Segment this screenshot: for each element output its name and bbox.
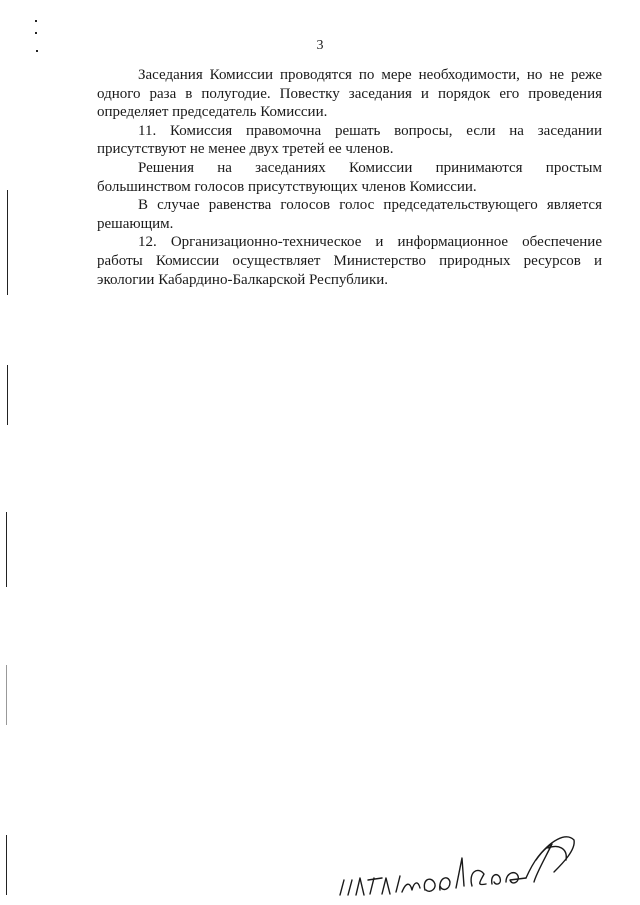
scan-artifact-line-2 xyxy=(7,365,8,425)
paragraph-decisions: Решения на заседаниях Комиссии принимаются простым большинством голосов присутствующих членов Комиссии. xyxy=(97,159,602,195)
page-number: 3 xyxy=(316,38,324,53)
scan-artifact-line-5 xyxy=(6,835,7,895)
paragraph-support: 12. Организационно-техническое и информационное обеспечение работы Комиссии осуществляет Министерство природных ресурсов и экологии Кабардино-Балкарской Республики. xyxy=(97,234,602,288)
handwritten-signature xyxy=(330,820,630,905)
scan-artifact-line-4 xyxy=(6,665,7,725)
paragraph-tie-vote: В случае равенства голосов голос председательствующего является решающим. xyxy=(97,197,602,232)
paragraph-meetings: Заседания Комиссии проводятся по мере необходимости, но не реже одного раза в полугодие. Повестку заседания и порядок его проведения определяет председатель Комиссии. xyxy=(97,67,602,121)
paragraph-quorum: 11. Комиссия правомочна решать вопросы, если на заседании присутствуют не менее двух третей ее членов. xyxy=(97,122,602,158)
scan-artifact-line-1 xyxy=(7,190,8,295)
scan-artifact-top-2 xyxy=(35,32,37,34)
scan-artifact-top-1 xyxy=(35,20,37,22)
document-body xyxy=(97,66,602,289)
scan-artifact-line-3 xyxy=(6,512,7,587)
